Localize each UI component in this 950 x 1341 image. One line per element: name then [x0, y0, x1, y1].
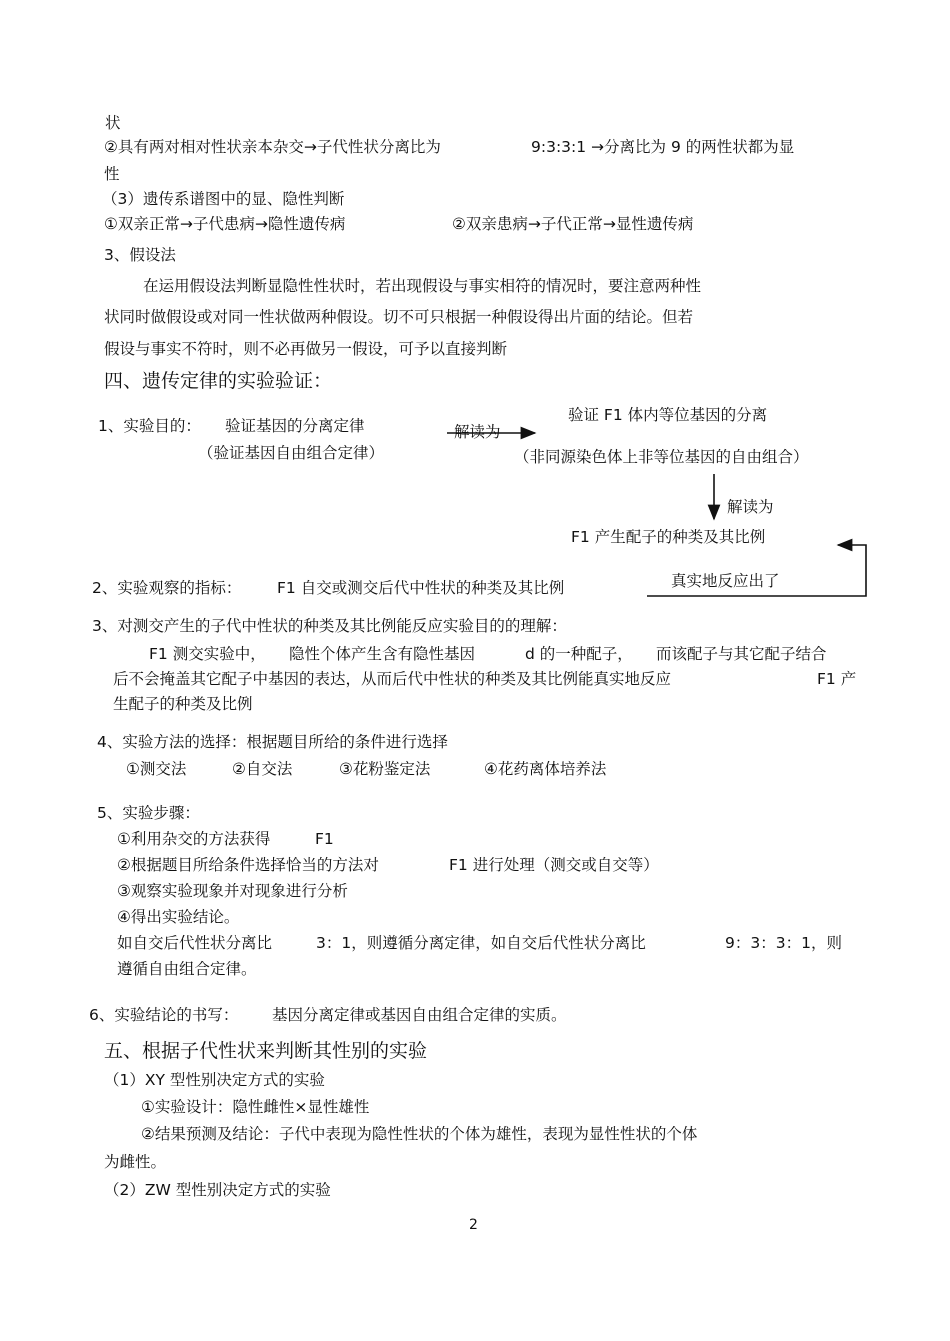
item-label: 1、实验目的：	[98, 417, 201, 435]
text-line: 生配子的种类及比例	[113, 695, 253, 713]
item-label: 4、实验方法的选择：根据题目所给的条件进行选择	[97, 733, 448, 751]
item-label: 3、对测交产生的子代中性状的种类及其比例能反应实验目的的理解：	[92, 617, 567, 635]
paragraph-line: 在运用假设法判断显隐性性状时，若出现假设与事实相符的情况时，要注意两种性	[143, 277, 702, 295]
text-line: F1 测交实验中，	[149, 645, 266, 663]
text-line: 为雌性。	[104, 1153, 167, 1171]
flow-label: 解读为	[727, 498, 774, 516]
step-item: 3：1，则遵循分离定律，如自交后代性状分离比	[316, 934, 646, 952]
step-item: F1	[315, 830, 334, 848]
step-item: 遵循自由组合定律。	[117, 960, 257, 978]
text-line: 9:3:3:1 →分离比为 9 的两性状都为显	[531, 138, 795, 156]
page-number: 2	[469, 1217, 478, 1233]
text-line: 状	[105, 114, 121, 132]
method-item: ①测交法	[126, 760, 187, 778]
text-line: ①双亲正常→子代患病→隐性遗传病	[104, 215, 346, 233]
method-item: ③花粉鉴定法	[339, 760, 431, 778]
step-item: 9：3：3：1，则	[725, 934, 842, 952]
flow-label: 解读为	[454, 423, 501, 441]
method-item: ②自交法	[232, 760, 293, 778]
section-heading: 五、根据子代性状来判断其性别的实验	[104, 1040, 428, 1062]
text-line: ②双亲患病→子代正常→显性遗传病	[452, 215, 694, 233]
item-label: 5、实验步骤：	[97, 804, 200, 822]
text-line: ①实验设计：隐性雌性×显性雄性	[141, 1098, 370, 1116]
method-item: ④花药离体培养法	[484, 760, 607, 778]
step-item: ②根据题目所给条件选择恰当的方法对	[117, 856, 379, 874]
paragraph-line: 状同时做假设或对同一性状做两种假设。切不可只根据一种假设得出片面的结论。但若	[104, 308, 694, 326]
text-line: 3、假设法	[104, 246, 176, 264]
text-line: 验证基因的分离定律	[225, 417, 365, 435]
text-line: F1 产	[817, 670, 857, 688]
flow-box: （非同源染色体上非等位基因的自由组合）	[514, 448, 809, 466]
text-line: 基因分离定律或基因自由组合定律的实质。	[272, 1006, 567, 1024]
text-line: 后不会掩盖其它配子中基因的表达，从而后代中性状的种类及其比例能真实地反应	[113, 670, 672, 688]
item-label: 6、实验结论的书写：	[89, 1006, 239, 1024]
text-line: d 的一种配子，	[525, 645, 633, 663]
step-item: F1 进行处理（测交或自交等）	[449, 856, 659, 874]
section-heading: 四、遗传定律的实验验证：	[104, 370, 333, 392]
item-label: 2、实验观察的指标：	[92, 579, 242, 597]
step-item: ④得出实验结论。	[117, 908, 240, 926]
flow-box: F1 产生配子的种类及其比例	[571, 528, 766, 546]
step-item: 如自交后代性状分离比	[117, 934, 273, 952]
text-line: （验证基因自由组合定律）	[198, 444, 385, 462]
text-line: F1 自交或测交后代中性状的种类及其比例	[277, 579, 565, 597]
step-item: ①利用杂交的方法获得	[117, 830, 271, 848]
text-line: 隐性个体产生含有隐性基因	[289, 645, 476, 663]
flow-label: 真实地反应出了	[671, 572, 780, 590]
sub-heading: （2）ZW 型性别决定方式的实验	[104, 1181, 331, 1199]
text-line: （3）遗传系谱图中的显、隐性判断	[102, 190, 345, 208]
paragraph-line: 假设与事实不符时，则不必再做另一假设，可予以直接判断	[104, 340, 508, 358]
step-item: ③观察实验现象并对现象进行分析	[117, 882, 348, 900]
sub-heading: （1）XY 型性别决定方式的实验	[104, 1071, 325, 1089]
flow-box: 验证 F1 体内等位基因的分离	[568, 406, 768, 424]
text-line: ②具有两对相对性状亲本杂交→子代性状分离比为	[104, 138, 441, 156]
text-line: 性	[104, 165, 120, 183]
text-line: ②结果预测及结论：子代中表现为隐性性状的个体为雄性，表现为显性性状的个体	[141, 1125, 698, 1143]
text-line: 而该配子与其它配子结合	[656, 645, 827, 663]
